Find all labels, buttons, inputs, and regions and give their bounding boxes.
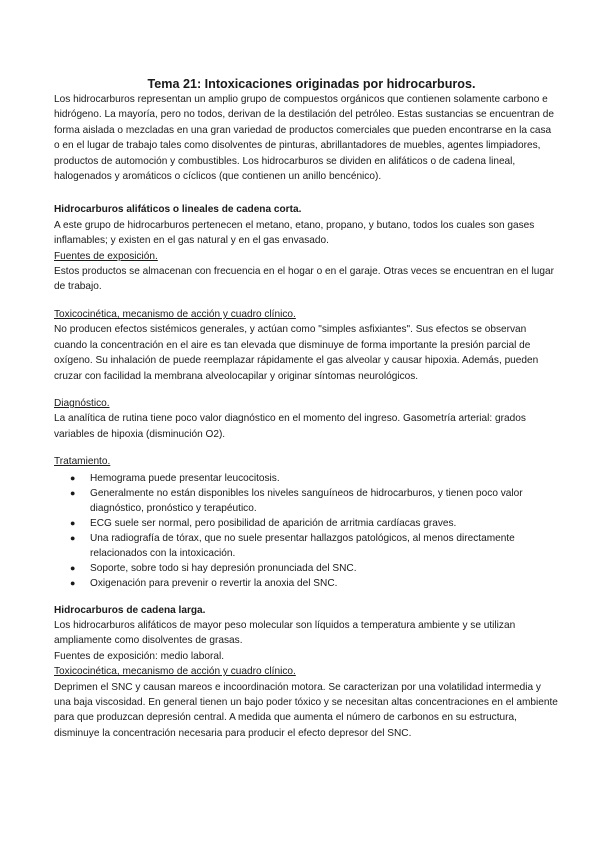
section-long-tox-text: Deprimen el SNC y causan mareos e incoordinación motora. Se caracterizan por una volatilidad intermedia y una baja viscosidad. En general tienen un bajo poder tóxico y se necesitan altas concentraciones en el ambiente para que produzcan depresión central. A medida que aumenta el número de carbonos en su estructura, disminuye la concentración necesaria para producir el efecto depresor del SNC.	[54, 681, 558, 739]
list-item-text: Oxigenación para prevenir o revertir la anoxia del SNC.	[90, 577, 338, 589]
bullet-icon: ●	[70, 472, 76, 483]
spacer	[54, 442, 559, 454]
section-long-tox-heading: Toxicocinética, mecanismo de acción y cuadro clínico.	[54, 666, 296, 678]
section-long-heading: Hidrocarburos de cadena larga.	[54, 604, 206, 616]
spacer	[54, 384, 559, 396]
list-item-text: Hemograma puede presentar leucocitosis.	[90, 472, 280, 484]
section-short-tox-text: No producen efectos sistémicos generales, y actúan como "simples asfixiantes". Sus efectos se observan cuando la concentración en el aire es tan elevada que disminuye de forma importante la presión parcial de oxígeno. Su inhalación de puede reemplazar rápidamente el gas alveolar y causar hipoxia. Además, pueden cruzar con facilidad la membrana alveolocapilar y originar síntomas neurológicos.	[54, 324, 539, 382]
spacer	[54, 184, 559, 202]
section-short-diag-text: La analítica de rutina tiene poco valor diagnóstico en el momento del ingreso. Gasometría arterial: grados variables de hipoxia (disminución O2).	[54, 413, 526, 440]
page-title: Tema 21: Intoxicaciones originadas por hidrocarburos.	[147, 77, 476, 91]
section-short-sources-text: Estos productos se almacenan con frecuencia en el hogar o en el garaje. Otras veces se encuentran en el lugar de trabajo.	[54, 266, 554, 293]
list-item	[70, 576, 559, 591]
bullet-icon: ●	[70, 532, 76, 543]
list-item	[70, 516, 559, 531]
section-long-text: Los hidrocarburos alifáticos de mayor peso molecular son líquidos a temperatura ambiente y se utilizan ampliamente como disolventes de grasas.	[54, 619, 516, 647]
section-short-text: A este grupo de hidrocarburos pertenecen el metano, etano, propano, y butano, todos los cuales son gases inflamables; y existen en el gas natural y en el gas envasado.	[54, 219, 535, 247]
bullet-icon: ●	[70, 577, 76, 588]
list-item-text: Soporte, sobre todo si hay depresión pronunciada del SNC.	[90, 562, 357, 574]
spacer	[54, 591, 559, 603]
section-short-sources-heading: Fuentes de exposición.	[54, 250, 158, 262]
list-item	[70, 531, 559, 561]
list-item-text: ECG suele ser normal, pero posibilidad de aparición de arritmia cardíacas graves.	[90, 517, 457, 529]
intro-paragraph: Los hidrocarburos representan un amplio grupo de compuestos orgánicos que contienen solamente carbono e hidrógeno. La mayoría, pero no todos, derivan de la destilación del petróleo. Estas sustancias se encuentran de forma aislada o mezcladas en una gran variedad de productos comerciales que pueden encontrarse en la casa o en el lugar de trabajo tales como disolventes de pinturas, abrillantadores de muebles, agentes limpiadores, productos de automoción y combustibles. Los hidrocarburos se dividen en alifáticos o de cadena lineal, halogenados y aromáticos o cíclicos (que contienen un anillo bencénico).	[54, 94, 554, 183]
treatment-list	[54, 471, 559, 591]
section-short-tox-heading: Toxicocinética, mecanismo de acción y cuadro clínico.	[54, 308, 296, 320]
list-item-text: Generalmente no están disponibles los niveles sanguíneos de hidrocarburos, y tienen poco valor diagnóstico, pronóstico y terapéutico.	[90, 487, 523, 514]
list-item	[70, 486, 559, 516]
section-short-treat-heading: Tratamiento.	[54, 456, 111, 468]
list-item	[70, 561, 559, 576]
list-item-text: Una radiografía de tórax, que no suele presentar hallazgos patológicos, al menos directamente relacionados con la intoxicación.	[90, 532, 515, 559]
spacer	[54, 295, 559, 307]
bullet-icon: ●	[70, 487, 76, 498]
section-long-sources-line: Fuentes de exposición: medio laboral.	[54, 650, 225, 662]
bullet-icon: ●	[70, 562, 76, 573]
section-short-heading: Hidrocarburos alifáticos o lineales de cadena corta.	[54, 204, 302, 216]
list-item	[70, 471, 559, 486]
section-short-diag-heading: Diagnóstico.	[54, 397, 110, 409]
bullet-icon: ●	[70, 517, 76, 528]
